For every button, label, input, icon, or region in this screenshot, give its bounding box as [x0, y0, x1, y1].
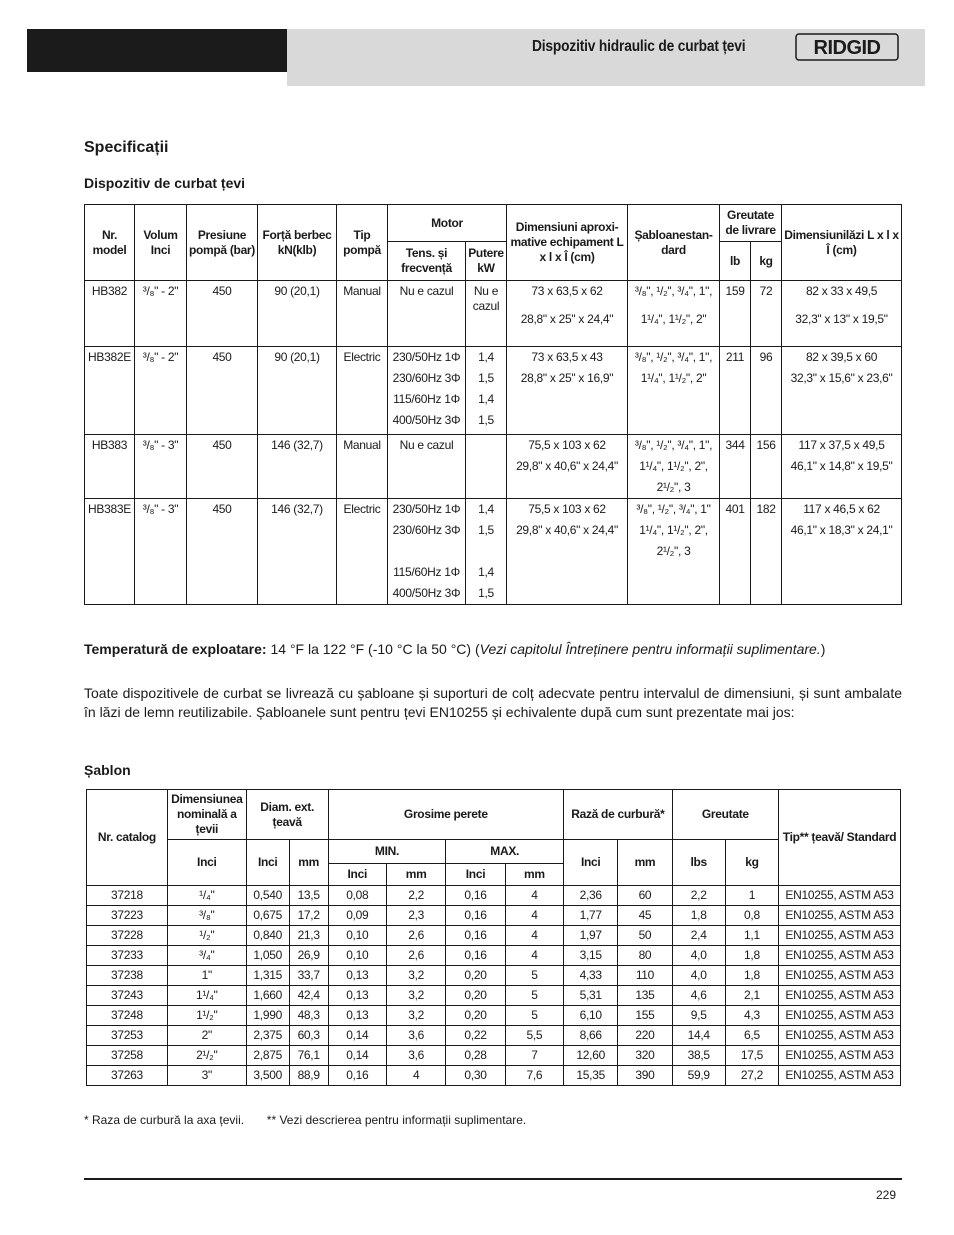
sab-cell-nominal: 1" — [167, 966, 246, 986]
spec-cell-box — [782, 347, 902, 435]
sab-cell-min-mm: 2,2 — [386, 886, 445, 906]
spec-line-voltage: Nu e cazul — [399, 284, 454, 298]
sab-col-nominal: Dimensiunea nominală a țevii — [167, 790, 246, 840]
sab-col-catalog: Nr. catalog — [87, 790, 168, 886]
sab-cell-type: EN10255, ASTM A53 — [779, 906, 901, 926]
sab-cell-radius-mm: 155 — [618, 1006, 672, 1026]
sab-cell-radius-inci: 4,33 — [564, 966, 618, 986]
sab-cell-radius-mm: 60 — [618, 886, 672, 906]
sab-cell-kg: 1,8 — [725, 966, 778, 986]
spec-line-templates: 1¹/₄", 1¹/₂", 2", — [639, 459, 708, 473]
spec-line-power — [468, 544, 504, 559]
spec-cell-box — [782, 435, 902, 499]
sab-cell-min-inci: 0,13 — [328, 1006, 386, 1026]
sab-cell-max-mm: 4 — [505, 906, 563, 926]
sab-cell-max-mm: 5 — [505, 966, 563, 986]
sab-cell-od-inci: 0,675 — [246, 906, 289, 926]
sablon-table — [86, 789, 901, 1086]
sab-cell-nominal: 1¹/₂" — [167, 1006, 246, 1026]
spec-cell-model: HB383E — [85, 499, 135, 605]
sab-cell-nominal: 1¹/₄" — [167, 986, 246, 1006]
sab-cell-od-mm: 48,3 — [289, 1006, 328, 1026]
spec-cell-force: 90 (20,1) — [258, 347, 337, 435]
sab-cell-od-mm: 26,9 — [289, 946, 328, 966]
sab-cell-radius-mm: 320 — [618, 1046, 672, 1066]
spec-line-dims: 73 x 63,5 x 43 — [531, 350, 603, 364]
sab-cell-max-mm: 4 — [505, 946, 563, 966]
sab-cell-kg: 1 — [725, 886, 778, 906]
col-box: Dimensiunilăzi L x l x Î (cm) — [782, 205, 902, 281]
sab-cell-od-mm: 42,4 — [289, 986, 328, 1006]
sab-cell-od-inci: 1,050 — [246, 946, 289, 966]
spec-line-power: Nu e cazul — [472, 284, 500, 313]
sab-cell-max-inci: 0,28 — [446, 1046, 505, 1066]
sab-cell-od-inci: 2,875 — [246, 1046, 289, 1066]
spec-line-power: 1,4 — [478, 350, 494, 364]
spec-cell-dims — [507, 281, 628, 347]
sab-cell-od-mm: 21,3 — [289, 926, 328, 946]
spec-line-dims: 29,8" x 40,6" x 24,4" — [516, 523, 618, 537]
spec-line-dims: 75,5 x 103 x 62 — [528, 438, 606, 452]
sab-cell-nominal: 2" — [167, 1026, 246, 1046]
sab-col-od-inci: Inci — [246, 840, 289, 886]
spec-row — [85, 281, 902, 347]
spec-line-dims: 29,8" x 40,6" x 24,4" — [516, 459, 618, 473]
body-paragraph: Toate dispozitivele de curbat se livrează cu șabloane și suporturi de colț adecvate pentru intervalul de dimensiuni, și sunt ambalate în lăzi de lemn reutilizabile. Șabloanele sunt pentru țevi EN10255 și echivalente după cum sunt prezentate mai jos: — [84, 685, 902, 720]
sab-col-min: MIN. — [328, 840, 446, 864]
sab-col-od-mm: mm — [289, 840, 328, 886]
sab-cell-min-mm: 3,6 — [386, 1046, 445, 1066]
spec-cell-force: 146 (32,7) — [258, 435, 337, 499]
spec-line-templates: ³/₈", ¹/₂", ³/₄", 1" — [636, 502, 711, 516]
spec-cell-voltage — [388, 435, 466, 499]
spec-cell-kg: 156 — [751, 435, 782, 499]
sab-cell-min-mm: 3,2 — [386, 966, 445, 986]
spec-line-templates: ³/₈", ¹/₂", ³/₄", 1", — [634, 350, 713, 364]
sab-cell-catalog: 37258 — [87, 1046, 168, 1066]
sab-cell-min-inci: 0,10 — [328, 946, 386, 966]
spec-cell-dims — [507, 499, 628, 605]
col-weight: Greutate de livrare — [720, 205, 782, 242]
spec-line-voltage: 230/60Hz 3Φ — [392, 523, 461, 537]
spec-cell-voltage — [388, 281, 466, 347]
sab-cell-od-mm: 17,2 — [289, 906, 328, 926]
sab-cell-radius-inci: 2,36 — [564, 886, 618, 906]
sab-cell-lbs: 59,9 — [672, 1066, 725, 1086]
spec-line-dims: 73 x 63,5 x 62 — [531, 284, 603, 298]
spec-cell-power — [466, 435, 507, 499]
spec-row — [85, 347, 902, 435]
sab-col-max-inci: Inci — [446, 864, 505, 886]
sab-cell-radius-inci: 15,35 — [564, 1066, 618, 1086]
spec-cell-pressure: 450 — [187, 281, 258, 347]
sab-cell-radius-mm: 50 — [618, 926, 672, 946]
spec-line-voltage: 400/50Hz 3Φ — [392, 586, 461, 600]
sab-cell-max-inci: 0,30 — [446, 1066, 505, 1086]
spec-cell-kg: 182 — [751, 499, 782, 605]
col-kg: kg — [751, 242, 782, 281]
spec-line-templates: 1¹/₄", 1¹/₂", 2" — [640, 312, 707, 326]
footnotes — [84, 1113, 526, 1127]
sab-cell-max-inci: 0,16 — [446, 946, 505, 966]
sab-cell-type: EN10255, ASTM A53 — [779, 886, 901, 906]
sab-cell-max-inci: 0,16 — [446, 886, 505, 906]
sab-cell-od-mm: 13,5 — [289, 886, 328, 906]
col-force: Forță berbec kN(klb) — [258, 205, 337, 281]
spec-cell-kg: 72 — [751, 281, 782, 347]
spec-line-power: 1,5 — [478, 413, 494, 427]
spec-cell-pump: Manual — [337, 435, 388, 499]
sab-cell-lbs: 2,2 — [672, 886, 725, 906]
sab-cell-radius-mm: 135 — [618, 986, 672, 1006]
spec-cell-power — [466, 499, 507, 605]
sab-col-nominal-inci: Inci — [167, 840, 246, 886]
spec-line-box: 82 x 33 x 49,5 — [805, 284, 878, 298]
header-black-bar — [27, 29, 287, 72]
sablon-row — [87, 986, 901, 1006]
temperature-note: Vezi capitolul Întreținere pentru informații suplimentare. — [479, 641, 821, 657]
spec-cell-templates — [628, 347, 720, 435]
sab-cell-max-mm: 7,6 — [505, 1066, 563, 1086]
spec-cell-kg: 96 — [751, 347, 782, 435]
col-volume: Volum Inci — [135, 205, 187, 281]
spec-table — [84, 204, 902, 605]
spec-line-templates: 2¹/₂", 3 — [656, 544, 691, 558]
spec-line-voltage — [390, 544, 463, 559]
sab-cell-catalog: 37243 — [87, 986, 168, 1006]
sab-cell-nominal: ¹/₂" — [167, 926, 246, 946]
spec-line-templates: 1¹/₄", 1¹/₂", 2" — [640, 371, 707, 385]
sab-cell-nominal: ¹/₄" — [167, 886, 246, 906]
sablon-row — [87, 946, 901, 966]
spec-cell-pump: Manual — [337, 281, 388, 347]
sab-col-max: MAX. — [446, 840, 564, 864]
spec-line-box: 46,1" x 18,3" x 24,1" — [790, 523, 893, 537]
sab-cell-type: EN10255, ASTM A53 — [779, 946, 901, 966]
temperature-label: Temperatură de exploatare: — [84, 641, 267, 657]
spec-cell-dims — [507, 347, 628, 435]
page-number: 229 — [876, 1188, 897, 1202]
sab-cell-od-inci: 2,375 — [246, 1026, 289, 1046]
sab-cell-min-inci: 0,10 — [328, 926, 386, 946]
sab-cell-max-mm: 4 — [505, 886, 563, 906]
spec-cell-pressure: 450 — [187, 499, 258, 605]
spec-line-box: 46,1" x 14,8" x 19,5" — [790, 459, 893, 473]
spec-cell-force: 146 (32,7) — [258, 499, 337, 605]
sab-col-min-inci: Inci — [328, 864, 386, 886]
spec-cell-pressure: 450 — [187, 347, 258, 435]
sab-col-radius-inci: Inci — [564, 840, 618, 886]
col-power: Putere kW — [466, 242, 507, 281]
sab-cell-kg: 27,2 — [725, 1066, 778, 1086]
sab-cell-od-mm: 33,7 — [289, 966, 328, 986]
spec-cell-model: HB382E — [85, 347, 135, 435]
operating-temperature — [84, 640, 902, 659]
sab-col-radius-mm: mm — [618, 840, 672, 886]
sab-cell-radius-inci: 1,97 — [564, 926, 618, 946]
sab-cell-min-mm: 2,6 — [386, 946, 445, 966]
temperature-value: 14 °F la 122 °F (-10 °C la 50 °C) ( — [270, 641, 480, 657]
spec-cell-templates — [628, 499, 720, 605]
sab-cell-min-mm: 3,6 — [386, 1026, 445, 1046]
footer-rule — [84, 1178, 902, 1180]
sab-cell-catalog: 37238 — [87, 966, 168, 986]
sab-col-wall: Grosime perete — [328, 790, 563, 840]
spec-cell-pressure: 450 — [187, 435, 258, 499]
sab-cell-catalog: 37253 — [87, 1026, 168, 1046]
sab-col-min-mm: mm — [386, 864, 445, 886]
spec-line-voltage: 230/50Hz 1Φ — [392, 350, 461, 364]
sab-cell-kg: 6,5 — [725, 1026, 778, 1046]
spec-line-voltage: 400/50Hz 3Φ — [392, 413, 461, 427]
sab-cell-max-mm: 5,5 — [505, 1026, 563, 1046]
sab-cell-radius-inci: 3,15 — [564, 946, 618, 966]
spec-line-power — [468, 438, 504, 453]
spec-line-box: 117 x 37,5 x 49,5 — [798, 438, 885, 452]
spec-cell-lb: 211 — [720, 347, 751, 435]
col-lb: lb — [720, 242, 751, 281]
sab-cell-catalog: 37228 — [87, 926, 168, 946]
sab-cell-max-inci: 0,20 — [446, 986, 505, 1006]
sab-cell-lbs: 1,8 — [672, 906, 725, 926]
spec-cell-power — [466, 347, 507, 435]
sab-cell-min-mm: 3,2 — [386, 986, 445, 1006]
sab-cell-max-inci: 0,16 — [446, 906, 505, 926]
spec-row — [85, 435, 902, 499]
spec-subtitle: Dispozitiv de curbat țevi — [84, 175, 246, 191]
spec-line-templates: ³/₈", ¹/₂", ³/₄", 1", — [634, 284, 713, 298]
footnote-radius: * Raza de curbură la axa țevii. — [84, 1113, 245, 1127]
spec-line-templates: 1¹/₄", 1¹/₂", 2", — [639, 523, 708, 537]
spec-cell-volume: ³/₈" - 3" — [135, 499, 187, 605]
sab-cell-od-mm: 88,9 — [289, 1066, 328, 1086]
sab-cell-nominal: 2¹/₂" — [167, 1046, 246, 1066]
spec-line-dims: 28,8" x 25" x 24,4" — [520, 312, 614, 326]
sab-cell-kg: 1,8 — [725, 946, 778, 966]
sab-cell-min-inci: 0,16 — [328, 1066, 386, 1086]
sab-cell-radius-mm: 45 — [618, 906, 672, 926]
sab-cell-catalog: 37248 — [87, 1006, 168, 1026]
spec-cell-model: HB382 — [85, 281, 135, 347]
sab-cell-min-mm: 3,2 — [386, 1006, 445, 1026]
sab-col-od: Diam. ext. țeavă — [246, 790, 328, 840]
spec-line-power: 1,4 — [478, 502, 494, 516]
spec-line-templates: ³/₈", ¹/₂", ³/₄", 1", — [634, 438, 713, 452]
spec-line-voltage: 115/60Hz 1Φ — [393, 565, 460, 579]
spec-line-power: 1,4 — [478, 565, 494, 579]
spec-line-voltage: 230/60Hz 3Φ — [392, 371, 461, 385]
sab-cell-od-inci: 1,315 — [246, 966, 289, 986]
sab-cell-radius-mm: 390 — [618, 1066, 672, 1086]
spec-cell-templates — [628, 281, 720, 347]
sablon-row — [87, 886, 901, 906]
sab-cell-catalog: 37218 — [87, 886, 168, 906]
sab-cell-type: EN10255, ASTM A53 — [779, 966, 901, 986]
header-title: Dispozitiv hidraulic de curbat țevi — [532, 38, 746, 55]
sab-col-max-mm: mm — [505, 864, 563, 886]
sab-cell-max-inci: 0,20 — [446, 1006, 505, 1026]
spec-line-dims: 75,5 x 103 x 62 — [528, 502, 606, 516]
temperature-close: ) — [820, 641, 826, 657]
sab-cell-nominal: ³/₈" — [167, 906, 246, 926]
sab-cell-radius-inci: 6,10 — [564, 1006, 618, 1026]
sab-cell-catalog: 37263 — [87, 1066, 168, 1086]
sab-cell-od-inci: 1,990 — [246, 1006, 289, 1026]
spec-cell-voltage — [388, 347, 466, 435]
section-title: Specificații — [84, 139, 169, 156]
spec-cell-force: 90 (20,1) — [258, 281, 337, 347]
sab-cell-max-inci: 0,20 — [446, 966, 505, 986]
spec-line-voltage: 230/50Hz 1Φ — [392, 502, 461, 516]
sab-cell-kg: 1,1 — [725, 926, 778, 946]
sab-cell-min-mm: 2,6 — [386, 926, 445, 946]
sab-cell-radius-mm: 80 — [618, 946, 672, 966]
spec-cell-volume: ³/₈" - 3" — [135, 435, 187, 499]
spec-line-power: 1,4 — [478, 392, 494, 406]
spec-cell-pump: Electric — [337, 499, 388, 605]
sab-cell-min-inci: 0,13 — [328, 966, 386, 986]
sab-cell-min-mm: 2,3 — [386, 906, 445, 926]
sab-cell-od-inci: 0,540 — [246, 886, 289, 906]
spec-line-box: 82 x 39,5 x 60 — [805, 350, 878, 364]
sab-cell-type: EN10255, ASTM A53 — [779, 986, 901, 1006]
sab-cell-nominal: ³/₄" — [167, 946, 246, 966]
sablon-row — [87, 1026, 901, 1046]
spec-cell-voltage — [388, 499, 466, 605]
col-templates: Șabloanestan-dard — [628, 205, 720, 281]
spec-cell-power — [466, 281, 507, 347]
sab-cell-kg: 0,8 — [725, 906, 778, 926]
sab-cell-min-mm: 4 — [386, 1066, 445, 1086]
sab-cell-max-mm: 7 — [505, 1046, 563, 1066]
spec-cell-box — [782, 499, 902, 605]
sab-cell-kg: 4,3 — [725, 1006, 778, 1026]
sab-col-radius: Rază de curbură* — [564, 790, 673, 840]
sab-cell-lbs: 4,0 — [672, 946, 725, 966]
spec-line-dims: 28,8" x 25" x 16,9" — [520, 371, 614, 385]
spec-line-box: 32,3" x 13" x 19,5" — [795, 312, 888, 326]
sab-cell-od-mm: 76,1 — [289, 1046, 328, 1066]
spec-line-power: 1,5 — [478, 586, 494, 600]
sab-col-lbs: lbs — [672, 840, 725, 886]
col-voltage: Tens. și frecvență — [388, 242, 466, 281]
spec-cell-model: HB383 — [85, 435, 135, 499]
sab-cell-max-inci: 0,22 — [446, 1026, 505, 1046]
sab-cell-type: EN10255, ASTM A53 — [779, 1006, 901, 1026]
ridgid-logo — [795, 33, 899, 61]
sab-cell-radius-inci: 12,60 — [564, 1046, 618, 1066]
spec-cell-templates — [628, 435, 720, 499]
sab-cell-min-inci: 0,14 — [328, 1026, 386, 1046]
sab-cell-max-mm: 4 — [505, 926, 563, 946]
spec-line-voltage: Nu e cazul — [399, 438, 454, 452]
spec-cell-box — [782, 281, 902, 347]
spec-line-templates: 2¹/₂", 3 — [656, 480, 691, 494]
sab-cell-od-inci: 3,500 — [246, 1066, 289, 1086]
sablon-row — [87, 1006, 901, 1026]
sab-cell-lbs: 14,4 — [672, 1026, 725, 1046]
spec-cell-volume: ³/₈" - 2" — [135, 347, 187, 435]
sablon-row — [87, 906, 901, 926]
sab-cell-min-inci: 0,08 — [328, 886, 386, 906]
sab-cell-type: EN10255, ASTM A53 — [779, 1026, 901, 1046]
col-pressure: Presiune pompă (bar) — [187, 205, 258, 281]
sab-cell-catalog: 37233 — [87, 946, 168, 966]
spec-cell-pump: Electric — [337, 347, 388, 435]
sab-cell-radius-inci: 5,31 — [564, 986, 618, 1006]
spec-line-power: 1,5 — [478, 523, 494, 537]
sab-cell-max-mm: 5 — [505, 1006, 563, 1026]
spec-cell-lb: 159 — [720, 281, 751, 347]
col-dims: Dimensiuni aproxi-mative echipament L x l x Î (cm) — [507, 205, 628, 281]
sab-cell-lbs: 4,0 — [672, 966, 725, 986]
brand-text: RIDGID — [813, 37, 881, 59]
sab-cell-max-mm: 5 — [505, 986, 563, 1006]
sab-cell-type: EN10255, ASTM A53 — [779, 926, 901, 946]
spec-cell-volume: ³/₈" - 2" — [135, 281, 187, 347]
sab-cell-nominal: 3" — [167, 1066, 246, 1086]
spec-row — [85, 499, 902, 605]
sab-cell-lbs: 9,5 — [672, 1006, 725, 1026]
sab-col-type: Tip** țeavă/ Standard — [779, 790, 901, 886]
sab-cell-kg: 2,1 — [725, 986, 778, 1006]
sab-cell-max-inci: 0,16 — [446, 926, 505, 946]
sab-cell-type: EN10255, ASTM A53 — [779, 1066, 901, 1086]
col-model: Nr. model — [85, 205, 135, 281]
sab-cell-min-inci: 0,14 — [328, 1046, 386, 1066]
sab-cell-lbs: 2,4 — [672, 926, 725, 946]
sab-cell-radius-mm: 110 — [618, 966, 672, 986]
spec-line-box: 32,3" x 15,6" x 23,6" — [790, 371, 893, 385]
footnote-description: ** Vezi descrierea pentru informații suplimentare. — [266, 1113, 527, 1127]
sab-cell-lbs: 4,6 — [672, 986, 725, 1006]
sab-cell-radius-inci: 1,77 — [564, 906, 618, 926]
sablon-row — [87, 1046, 901, 1066]
sab-col-kg: kg — [725, 840, 778, 886]
sab-cell-kg: 17,5 — [725, 1046, 778, 1066]
sablon-row — [87, 966, 901, 986]
spec-cell-lb: 344 — [720, 435, 751, 499]
sablon-title: Șablon — [84, 762, 131, 778]
col-motor: Motor — [388, 205, 507, 242]
sab-cell-od-inci: 0,840 — [246, 926, 289, 946]
sab-cell-type: EN10255, ASTM A53 — [779, 1046, 901, 1066]
sab-cell-catalog: 37223 — [87, 906, 168, 926]
sab-cell-min-inci: 0,09 — [328, 906, 386, 926]
sab-cell-radius-inci: 8,66 — [564, 1026, 618, 1046]
col-pump: Tip pompă — [337, 205, 388, 281]
sab-cell-od-mm: 60,3 — [289, 1026, 328, 1046]
sab-cell-radius-mm: 220 — [618, 1026, 672, 1046]
sablon-row — [87, 1066, 901, 1086]
sab-cell-lbs: 38,5 — [672, 1046, 725, 1066]
spec-cell-dims — [507, 435, 628, 499]
sablon-row — [87, 926, 901, 946]
spec-line-power: 1,5 — [478, 371, 494, 385]
spec-line-voltage: 115/60Hz 1Φ — [393, 392, 460, 406]
sab-cell-min-inci: 0,13 — [328, 986, 386, 1006]
sab-cell-od-inci: 1,660 — [246, 986, 289, 1006]
spec-cell-lb: 401 — [720, 499, 751, 605]
sab-col-weight: Greutate — [672, 790, 778, 840]
spec-line-box: 117 x 46,5 x 62 — [803, 502, 880, 516]
